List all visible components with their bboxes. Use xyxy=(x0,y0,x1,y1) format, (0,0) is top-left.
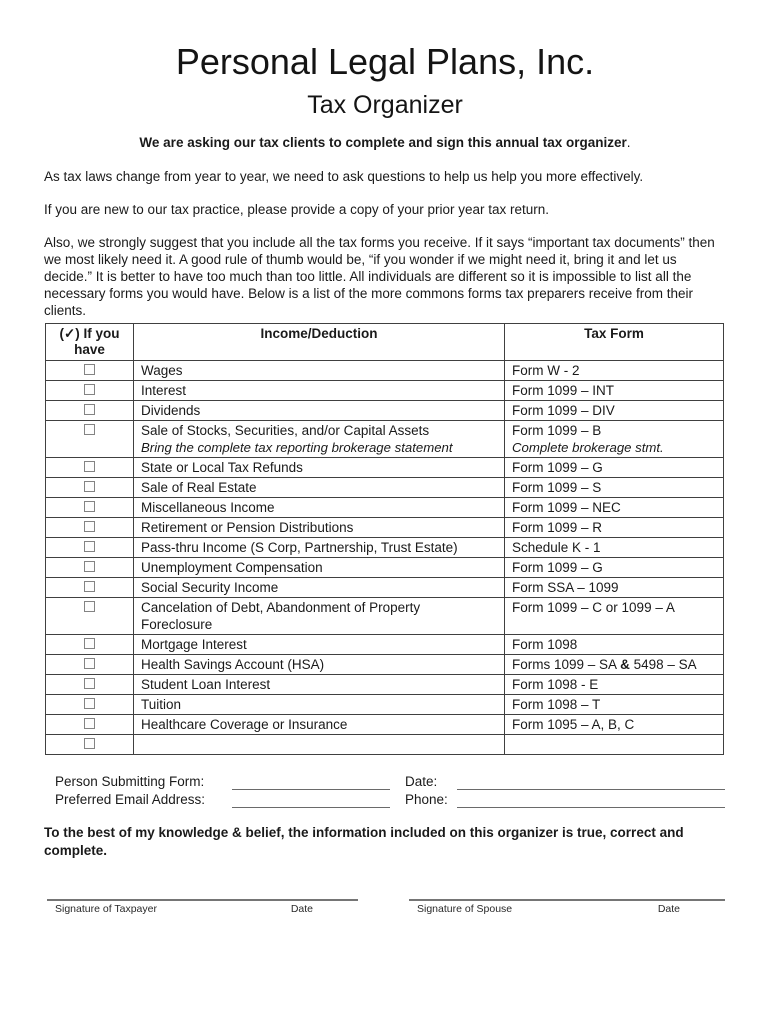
tax-table-body xyxy=(46,361,724,755)
table-row xyxy=(46,538,724,558)
row-checkbox[interactable] xyxy=(84,481,95,492)
row-checkbox[interactable] xyxy=(84,678,95,689)
income-cell: State or Local Tax Refunds xyxy=(134,458,505,478)
tax-form-cell: Forms 1099 – SA & 5498 – SA xyxy=(505,655,724,675)
income-cell: Mortgage Interest xyxy=(134,635,505,655)
tax-form-cell: Form 1099 – R xyxy=(505,518,724,538)
tax-form-cell: Form SSA – 1099 xyxy=(505,578,724,598)
header-if-you-have-line1: (✓) If you xyxy=(59,326,120,341)
table-row xyxy=(46,558,724,578)
table-row xyxy=(46,735,724,755)
checkbox-cell xyxy=(46,558,134,578)
row-checkbox[interactable] xyxy=(84,601,95,612)
tax-form-cell: Form W - 2 xyxy=(505,361,724,381)
income-cell: Unemployment Compensation xyxy=(134,558,505,578)
date-input[interactable] xyxy=(457,775,725,790)
table-row xyxy=(46,498,724,518)
table-row xyxy=(46,421,724,458)
tax-forms-table xyxy=(45,323,724,755)
income-cell: Wages xyxy=(134,361,505,381)
checkbox-cell xyxy=(46,675,134,695)
checkbox-cell xyxy=(46,735,134,755)
row-checkbox[interactable] xyxy=(84,561,95,572)
checkbox-cell xyxy=(46,401,134,421)
table-row xyxy=(46,715,724,735)
income-cell xyxy=(134,735,505,755)
tax-form-cell: Form 1099 – G xyxy=(505,558,724,578)
row-checkbox[interactable] xyxy=(84,404,95,415)
phone-label: Phone: xyxy=(405,792,448,807)
checkbox-cell xyxy=(46,498,134,518)
table-header-row xyxy=(46,324,724,361)
table-row xyxy=(46,381,724,401)
spouse-signature-group xyxy=(409,899,725,915)
row-checkbox[interactable] xyxy=(84,364,95,375)
submit-row-2 xyxy=(55,791,725,808)
intro-paragraph-3: Also, we strongly suggest that you include all the tax forms you receive. If it says “important tax documents” then we most likely need it. A good rule of thumb would be, “if you wonder if we might need it, bring it and let us decide.” It is better to have too much than too little. All individuals are different so it is impossible to list all the necessary forms you would have. Below is a list of the more commons forms tax preparers receive from their clients. xyxy=(44,235,715,318)
preferred-email-label: Preferred Email Address: xyxy=(55,792,206,807)
row-checkbox[interactable] xyxy=(84,581,95,592)
table-row xyxy=(46,458,724,478)
checkbox-cell xyxy=(46,421,134,458)
income-cell: Miscellaneous Income xyxy=(134,498,505,518)
table-row xyxy=(46,675,724,695)
income-cell: Interest xyxy=(134,381,505,401)
checkbox-cell xyxy=(46,715,134,735)
signature-section xyxy=(47,899,725,915)
person-submitting-input[interactable] xyxy=(232,775,390,790)
tax-form-cell: Form 1099 – DIV xyxy=(505,401,724,421)
tax-form-cell: Form 1098 xyxy=(505,635,724,655)
row-checkbox[interactable] xyxy=(84,424,95,435)
tax-form-cell: Form 1099 – B Complete brokerage stmt. xyxy=(505,421,724,458)
income-cell: Student Loan Interest xyxy=(134,675,505,695)
phone-input[interactable] xyxy=(457,793,725,808)
row-checkbox[interactable] xyxy=(84,541,95,552)
submit-row-1 xyxy=(55,773,725,790)
tax-form-cell: Schedule K - 1 xyxy=(505,538,724,558)
checkbox-cell xyxy=(46,361,134,381)
checkbox-cell xyxy=(46,695,134,715)
callout-bold-text: We are asking our tax clients to complete and sign this annual tax organizer xyxy=(139,135,627,150)
income-cell: Sale of Real Estate xyxy=(134,478,505,498)
checkbox-cell xyxy=(46,655,134,675)
spouse-date-label: Date xyxy=(657,903,680,915)
preferred-email-input[interactable] xyxy=(232,793,390,808)
header-income-deduction: Income/Deduction xyxy=(134,324,505,361)
intro-paragraph-1: As tax laws change from year to year, we need to ask questions to help us help you more effectively. xyxy=(44,169,644,184)
taxpayer-signature-group xyxy=(47,899,358,915)
submitter-info-section xyxy=(55,773,725,808)
row-checkbox[interactable] xyxy=(84,638,95,649)
checkbox-cell xyxy=(46,635,134,655)
page-title: Personal Legal Plans, Inc. xyxy=(175,41,595,82)
tax-form-cell: Form 1098 – T xyxy=(505,695,724,715)
table-row xyxy=(46,598,724,635)
income-cell: Pass-thru Income (S Corp, Partnership, Trust Estate) xyxy=(134,538,505,558)
table-row xyxy=(46,578,724,598)
checkbox-cell xyxy=(46,598,134,635)
header-if-you-have xyxy=(46,324,134,361)
tax-form-cell: Form 1098 - E xyxy=(505,675,724,695)
income-cell: Cancelation of Debt, Abandonment of Property Foreclosure xyxy=(134,598,505,635)
taxpayer-signature-label: Signature of Taxpayer xyxy=(55,903,157,915)
date-label: Date: xyxy=(405,774,438,789)
tax-form-cell xyxy=(505,735,724,755)
table-row xyxy=(46,655,724,675)
income-cell: Health Savings Account (HSA) xyxy=(134,655,505,675)
row-checkbox[interactable] xyxy=(84,521,95,532)
tax-form-cell: Form 1099 – INT xyxy=(505,381,724,401)
callout-line xyxy=(44,134,726,151)
checkbox-cell xyxy=(46,538,134,558)
affirmation-statement: To the best of my knowledge & belief, the information included on this organizer is true, correct and complete. xyxy=(44,825,684,858)
row-checkbox[interactable] xyxy=(84,461,95,472)
row-checkbox[interactable] xyxy=(84,501,95,512)
income-cell: Healthcare Coverage or Insurance xyxy=(134,715,505,735)
row-checkbox[interactable] xyxy=(84,738,95,749)
income-cell: Retirement or Pension Distributions xyxy=(134,518,505,538)
tax-form-cell: Form 1099 – C or 1099 – A xyxy=(505,598,724,635)
tax-form-cell: Form 1099 – S xyxy=(505,478,724,498)
table-row xyxy=(46,635,724,655)
callout-period: . xyxy=(626,135,631,150)
spouse-signature-label: Signature of Spouse xyxy=(417,903,513,915)
row-checkbox[interactable] xyxy=(84,384,95,395)
row-checkbox[interactable] xyxy=(84,658,95,669)
income-cell: Tuition xyxy=(134,695,505,715)
person-submitting-label: Person Submitting Form: xyxy=(55,774,205,789)
tax-form-cell: Form 1095 – A, B, C xyxy=(505,715,724,735)
table-row xyxy=(46,518,724,538)
header-tax-form: Tax Form xyxy=(505,324,724,361)
taxpayer-date-label: Date xyxy=(290,903,313,915)
checkbox-cell xyxy=(46,478,134,498)
tax-form-cell: Form 1099 – G xyxy=(505,458,724,478)
tax-form-cell: Form 1099 – NEC xyxy=(505,498,724,518)
table-row xyxy=(46,401,724,421)
row-checkbox[interactable] xyxy=(84,698,95,709)
header-if-you-have-line2: have xyxy=(74,342,105,357)
intro-paragraph-2: If you are new to our tax practice, please provide a copy of your prior year tax return. xyxy=(44,202,550,217)
checkbox-cell xyxy=(46,458,134,478)
page-subtitle: Tax Organizer xyxy=(307,91,463,119)
checkbox-cell xyxy=(46,518,134,538)
table-row xyxy=(46,478,724,498)
table-row xyxy=(46,361,724,381)
income-cell: Dividends xyxy=(134,401,505,421)
income-cell: Sale of Stocks, Securities, and/or Capital Assets Bring the complete tax reporting brokerage statement xyxy=(134,421,505,458)
row-checkbox[interactable] xyxy=(84,718,95,729)
checkbox-cell xyxy=(46,381,134,401)
income-cell: Social Security Income xyxy=(134,578,505,598)
checkbox-cell xyxy=(46,578,134,598)
table-row xyxy=(46,695,724,715)
